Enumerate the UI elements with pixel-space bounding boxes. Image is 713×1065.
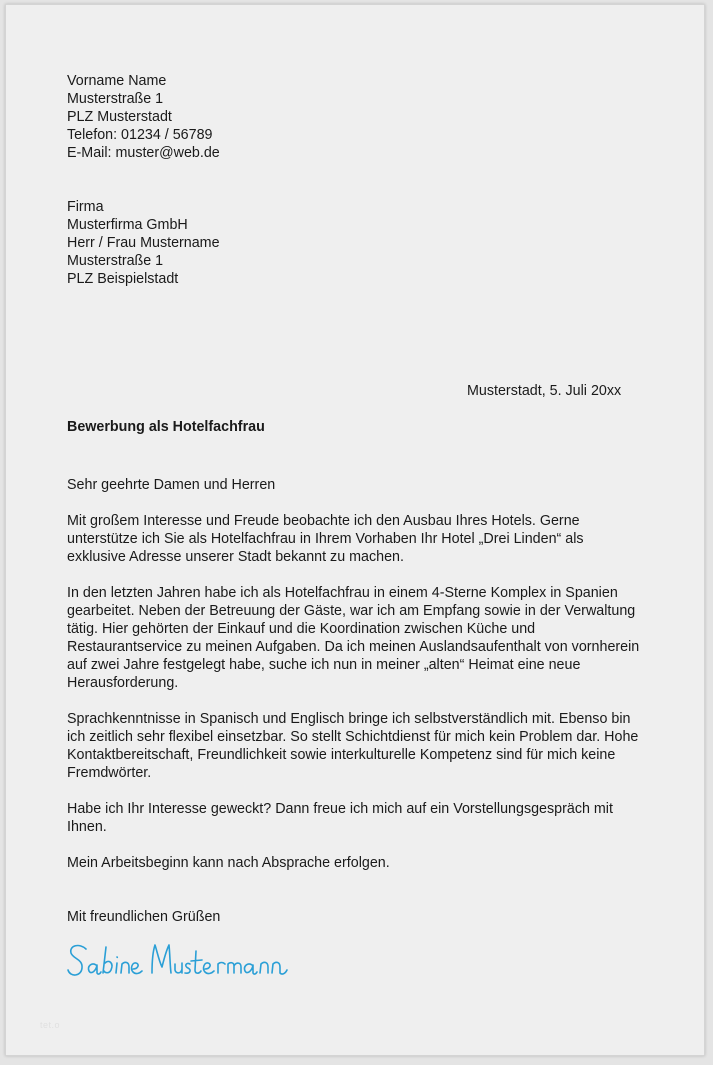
recipient-address <box>67 198 647 288</box>
watermark: tet.o <box>40 1020 61 1030</box>
letter-closing: Mit freundlichen Grüßen <box>67 909 221 925</box>
paragraph-line: Herausforderung. <box>67 675 179 691</box>
recipient-city: PLZ Beispielstadt <box>67 271 179 287</box>
letter-page <box>5 4 705 1056</box>
body-paragraph <box>67 800 647 836</box>
handwritten-signature <box>66 937 296 985</box>
letter-salutation: Sehr geehrte Damen und Herren <box>67 477 276 493</box>
recipient-contact: Herr / Frau Mustername <box>67 235 220 251</box>
body-paragraph <box>67 584 647 692</box>
paragraph-line: In den letzten Jahren habe ich als Hotelfachfrau in einem 4-Sterne Komplex in Spanien <box>67 585 618 601</box>
paragraph-line: Ihnen. <box>67 819 107 835</box>
sender-street: Musterstraße 1 <box>67 91 164 107</box>
recipient-street: Musterstraße 1 <box>67 253 164 269</box>
paragraph-line: unterstütze ich Sie als Hotelfachfrau in Ihrem Vorhaben Ihr Hotel „Drei Linden“ als <box>67 531 584 547</box>
paragraph-line: auf zwei Jahre festgelegt habe, suche ich nun in meiner „alten“ Heimat eine neue <box>67 657 581 673</box>
letter-date: Musterstadt, 5. Juli 20xx <box>467 383 622 399</box>
paragraph-line: Sprachkenntnisse in Spanisch und Englisch bringe ich selbstverständlich mit. Ebenso bin <box>67 711 631 727</box>
sender-phone: Telefon: 01234 / 56789 <box>67 127 213 143</box>
body-paragraph <box>67 710 647 782</box>
paragraph-line: tätig. Hier gehörten der Einkauf und die Koordination zwischen Küche und <box>67 621 536 637</box>
paragraph-line: Mein Arbeitsbeginn kann nach Absprache erfolgen. <box>67 855 390 871</box>
letter-subject: Bewerbung als Hotelfachfrau <box>67 419 265 435</box>
paragraph-line: exklusive Adresse unserer Stadt bekannt zu machen. <box>67 549 404 565</box>
paragraph-line: Mit großem Interesse und Freude beobachte ich den Ausbau Ihres Hotels. Gerne <box>67 513 580 529</box>
paragraph-line: Restaurantservice zu meinen Aufgaben. Da ich meinen Auslandsaufenthalt von vornherein <box>67 639 640 655</box>
paragraph-line: Kontaktbereitschaft, Freundlichkeit sowie interkulturelle Kompetenz sind für mich keine <box>67 747 616 763</box>
sender-city: PLZ Musterstadt <box>67 109 172 125</box>
body-paragraph <box>67 512 647 566</box>
body-paragraph <box>67 854 647 872</box>
sender-address <box>67 72 647 162</box>
paragraph-line: ich zeitlich sehr flexibel einsetzbar. So stellt Schichtdienst für mich kein Problem dar. Hohe <box>67 729 639 745</box>
sender-name: Vorname Name <box>67 73 167 89</box>
sender-email: E-Mail: muster@web.de <box>67 145 220 161</box>
paragraph-line: gearbeitet. Neben der Betreuung der Gäste, war ich am Empfang sowie in der Verwaltung <box>67 603 636 619</box>
paragraph-line: Habe ich Ihr Interesse geweckt? Dann freue ich mich auf ein Vorstellungsgespräch mit <box>67 801 613 817</box>
recipient-company: Musterfirma GmbH <box>67 217 188 233</box>
recipient-company-label: Firma <box>67 199 104 215</box>
paragraph-line: Fremdwörter. <box>67 765 152 781</box>
